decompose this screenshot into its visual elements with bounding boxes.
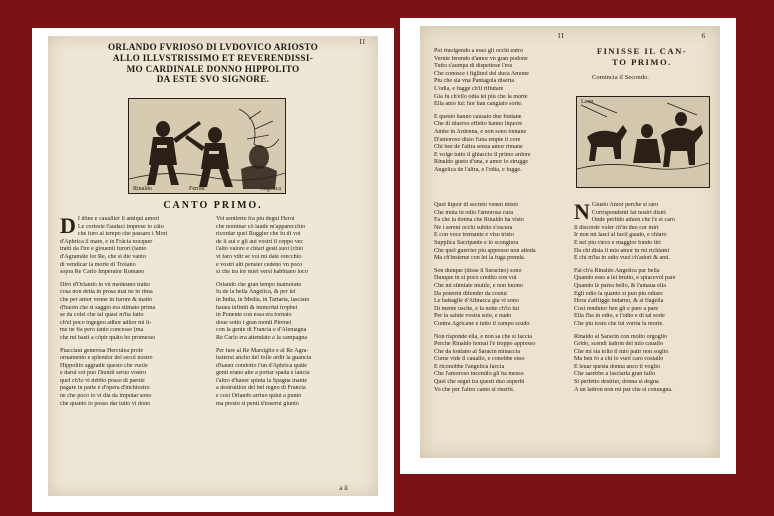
verse-line: l'alto valore e chiari gesti suoi (chio bbox=[216, 246, 304, 253]
verse-line: Corrispondenti fai nostri disiri bbox=[591, 209, 666, 216]
verse-line: Ambe in Ardenna, e non sono lontane bbox=[434, 128, 527, 135]
signature-mark: a ii bbox=[339, 484, 348, 492]
verse-line: Non risponde ella, e non sa che si faccia bbox=[434, 333, 532, 340]
woodcut-label-angelica: Angelica bbox=[259, 186, 281, 192]
verse-line: Poi riuolgendo a esso gli occhi entro bbox=[434, 48, 524, 54]
verse-line: doue sotto i gran monti Pirenei bbox=[216, 319, 292, 326]
verse-line: d'Aphrica il mare, e in Frācia nocquer bbox=[60, 238, 153, 245]
verse-line: Come vide il cauallo, e conobbe esso bbox=[434, 356, 525, 363]
right-top-text-column bbox=[434, 48, 566, 180]
verse-line: battersi ancho del folle ardir la guancia bbox=[216, 355, 312, 362]
page-number-left: II bbox=[558, 32, 565, 40]
verse-line: I dōne e cauallier li antiqui amori bbox=[77, 216, 160, 222]
verse-line: ricordar quel Ruggier che fu di voi bbox=[216, 231, 301, 238]
verse-line: che furo al tempo che passaro i Mori bbox=[77, 231, 168, 238]
verse-line: Onde perfido aduen che t'e si caro bbox=[591, 217, 675, 224]
verse-line: Vo che per l'altro canto si riserbi. bbox=[434, 386, 515, 393]
verse-line: Ma ch'insieme con lei la fuga prenda. bbox=[434, 255, 526, 262]
verse-line: Che mi sia tolto il mio patir non soglio bbox=[574, 348, 669, 355]
verse-line: Ma ben fo a chi lo vuol caro costallo bbox=[574, 356, 664, 363]
verse-line: Giusto Amor perche si raro bbox=[591, 202, 659, 208]
verse-line: Quel liquor di secreto venen misto bbox=[434, 202, 519, 208]
verse-line: sopra Re Carlo Imperator Romano bbox=[60, 269, 145, 276]
verse-line: Dunque in si poco credito con vui bbox=[434, 275, 517, 282]
stanza bbox=[434, 268, 566, 329]
verse-line: Ella l'ha in odio, e l'odio e di tal sorte bbox=[574, 313, 665, 320]
verse-line: Contra Agricane e tutto il campo scudo bbox=[434, 320, 530, 327]
verse-line: E leuar questa donna anco ti voglio bbox=[574, 363, 660, 370]
verse-line: Che muta in odio l'amorosa cura bbox=[434, 209, 514, 216]
verse-line: che nominar cō laude m'apparecchio bbox=[216, 223, 306, 230]
stanza bbox=[60, 282, 210, 343]
verse-line: tratti da l'ire e giouenil furori (tanto bbox=[60, 246, 147, 253]
verse-line: Ne i sereni occhi subito s'oscura bbox=[434, 224, 513, 231]
verse-line: Che sarebbe a lasciarla gran fallo bbox=[574, 371, 656, 378]
verse-line: Hora s'affligge indarno, & si flagella bbox=[574, 298, 664, 305]
stanza bbox=[216, 282, 368, 343]
verse-line: Voi sentirete fra piu degni Heroi bbox=[216, 216, 295, 222]
verse-line: Quando le parea bello, & l'amaua ella bbox=[574, 282, 666, 289]
verse-line: Orlando che gran tempo inamorato bbox=[216, 281, 302, 288]
woodcut-illustration-right bbox=[576, 96, 710, 188]
verse-line: Rinaldo al Saracin con molto orgoglio bbox=[574, 333, 668, 340]
woodcut-label-ferrau: Ferrau bbox=[189, 186, 205, 192]
verse-line: Si perfetto destrier, donna si degna bbox=[574, 379, 659, 386]
verse-line: Che di diuerso effetto hanno liquore bbox=[434, 121, 523, 128]
verse-line: e vostri alti pensier cedeno vn poco bbox=[216, 261, 303, 268]
verse-line: Il discorde voler ch'in duo cor miri bbox=[574, 224, 659, 231]
page-number-right: 6 bbox=[701, 32, 706, 40]
verse-line: di vendicar la morte di Troiano bbox=[60, 261, 136, 268]
stanza bbox=[434, 334, 566, 395]
verse-line: me ne fia pero tanto concesso (ma bbox=[60, 327, 144, 334]
stanza bbox=[434, 48, 566, 109]
verse-line: d'hauer condotto l'un d'Aphrica quāte bbox=[216, 362, 307, 369]
comincia-secondo-heading: Comincia il Secondo. bbox=[592, 74, 649, 81]
verse-line: Vernie ferendo d'amor vn gran podone bbox=[434, 55, 528, 62]
verse-line: a destruttion del bel regno di Francia bbox=[216, 385, 306, 392]
page-title: ORLANDO FVRIOSO DI LVDOVICO ARIOSTO ALLO ILLVSTRISSIMO ET REVERENDISSI- MO CARDINALE DONNO HIPPOLITO DA ESTE SVO SIGNORE. bbox=[107, 42, 319, 85]
verse-line: Dirò d'Orlando in vn medesmo tratto bbox=[60, 281, 150, 288]
verse-line: in Ponente con essa era tornato bbox=[216, 312, 292, 319]
page-number: II bbox=[359, 38, 366, 46]
verse-line: Fai ch'a Rinaldo Angelica par bella bbox=[574, 267, 660, 274]
verse-line: Che l'amoroso incendio gli ha messo bbox=[434, 371, 524, 378]
drop-capital: D bbox=[60, 216, 76, 238]
verse-line: che mi basti a cōpir quāto ho promesso bbox=[60, 334, 156, 341]
verse-line: Supplica Sacripante e lo scongiura bbox=[434, 239, 519, 246]
right-text-column-2 bbox=[574, 202, 712, 399]
verse-line: fu de la bella Angelica, & per lei bbox=[216, 289, 296, 296]
verse-line: si che tra lor miei versi habbiano loco bbox=[216, 269, 308, 276]
verse-line: ne che poco io vi dia da imputar sono bbox=[60, 393, 152, 400]
verse-line: cosa non detta in prosa mai ne in rima bbox=[60, 289, 153, 296]
verse-line: E volge tutto il ghiaccio il primo ardore bbox=[434, 151, 531, 158]
stanza bbox=[216, 348, 368, 409]
verse-line: e cosi Orlando arriuo quiui a punto bbox=[216, 393, 302, 400]
verse-line: Che piu tosto che lui vorria la morte. bbox=[574, 320, 664, 327]
stanza bbox=[574, 268, 712, 329]
woodcut-label-right: Leon bbox=[581, 99, 594, 105]
verse-line: che per amor venne in furore & matto bbox=[60, 296, 153, 303]
finisce-heading: FINISSE IL CAN- TO PRIMO. bbox=[596, 46, 688, 67]
woodcut-knights-image bbox=[129, 99, 285, 193]
woodcut-label-rinaldo: Rinaldo bbox=[133, 186, 152, 192]
verse-line: Ir non mi lasci al facil guado, e chiaro bbox=[574, 232, 667, 239]
verse-line: ma presto si penti d'esserui giunto bbox=[216, 400, 299, 407]
woodcut-horses-image bbox=[577, 97, 709, 187]
verse-line: con la gente di Francia e d'Alemagna bbox=[216, 327, 307, 334]
stanza bbox=[60, 348, 210, 409]
verse-line: Che da lontano al Saracin minaccia bbox=[434, 348, 521, 355]
verse-line: Angelica de l'altra, e l'odia, e fugge. bbox=[434, 166, 522, 173]
verse-line: Di mente uscite, e la notte ch'io fui bbox=[434, 305, 520, 312]
verse-line: Tutto s'aumpa di dispettose l'era bbox=[434, 63, 513, 70]
verse-line: Cosi rendutor ben gli e pare a pare bbox=[574, 305, 659, 312]
verse-line: Che quel guerrier piu appresso non atteda bbox=[434, 247, 536, 254]
verse-line: se da colei che tal quasi m'ha fatto bbox=[60, 312, 144, 319]
left-text-column-1 bbox=[60, 216, 210, 413]
verse-line: de li aui e gli aui vostri il ceppo vec bbox=[216, 238, 304, 245]
right-book-page bbox=[420, 26, 720, 458]
verse-line: E riconobbe l'angelica faccia bbox=[434, 363, 505, 370]
verse-line: Ella amo lui: hor han cangiato sorte. bbox=[434, 101, 523, 108]
verse-line: E chi m'ha in odio vuoi ch'adori & ami. bbox=[574, 255, 671, 262]
drop-capital: N bbox=[574, 202, 590, 224]
stanza bbox=[60, 216, 210, 277]
stanza bbox=[434, 114, 566, 175]
stanza bbox=[574, 202, 712, 263]
verse-line: Quando esso a lei brutto, e spiacevol pare bbox=[574, 275, 676, 282]
verse-line: genti erano atte a portar spada e lancia bbox=[216, 370, 310, 377]
verse-line: Da chi disia il mio amor tu mi richiami bbox=[574, 247, 670, 254]
verse-line: Perche Rinaldo homai l'e troppo appresso bbox=[434, 341, 536, 348]
verse-line: Per fare al Re Marsiglio e al Re Agra- bbox=[216, 347, 309, 354]
verse-line: Piu che sia vna Pantagola diserta bbox=[434, 78, 515, 85]
stanza bbox=[434, 202, 566, 263]
verse-line: hauea infiniti & immortal trophei bbox=[216, 304, 298, 311]
verse-line: Son dunque (disse il Saracino) sono bbox=[434, 267, 522, 274]
verse-line: e darui sol puo l'humil seruo vostro bbox=[60, 370, 147, 377]
verse-line: E nel piu cieco e maggior fondo tiri bbox=[574, 239, 661, 246]
verse-line: Fa che la donna che Rinaldo ha visto bbox=[434, 217, 524, 224]
verse-line: Le cortesie l'audaci imprese io cāto bbox=[77, 223, 164, 230]
verse-line: ch'el poco ingegno adhor adhor mi li- bbox=[60, 319, 152, 326]
verse-line: ornamento e splendor del secol nostro bbox=[60, 355, 153, 362]
verse-line: Hippolito aggradir questo che vuole bbox=[60, 362, 148, 369]
verse-line: Le battaglie d'Albracca gia vi sono bbox=[434, 298, 519, 305]
left-text-column-2 bbox=[216, 216, 368, 413]
verse-line: Rinaldo gusto d'una, e amor lo strugge bbox=[434, 159, 529, 166]
verse-line: quel ch'io vi debbo posso di parole bbox=[60, 377, 145, 384]
right-text-column-1 bbox=[434, 202, 566, 399]
verse-line: E questo hanno causato due fontane bbox=[434, 113, 522, 120]
verse-line: L'odia, e fugge ch'il rifiutare bbox=[434, 85, 504, 92]
verse-line: vi faro vdir se voi mi date orecchio bbox=[216, 253, 302, 260]
stanza bbox=[216, 216, 368, 277]
verse-line: d'huom che si saggio era stimato prima bbox=[60, 304, 156, 311]
stanza bbox=[574, 334, 712, 395]
verse-line: Chi bee de l'altra senza amor rimane bbox=[434, 144, 523, 151]
canto-heading: CANTO PRIMO. bbox=[163, 200, 263, 211]
verse-line: in India, in Media, in Tartaria, lasciato bbox=[216, 296, 310, 303]
verse-line: Per la salute vostra solo, e nudo bbox=[434, 313, 512, 320]
verse-line: Quel che segui tra questi duo superbi bbox=[434, 379, 525, 386]
verse-line: Gia fu ch'ello odia lei piu che la morte bbox=[434, 93, 528, 100]
verse-line: D'amoroso disio l'una empie il core bbox=[434, 136, 521, 143]
verse-line: d'Agramāte lor Re, che si die vanto bbox=[60, 253, 146, 260]
verse-line: Da potermi difender da costui bbox=[434, 290, 507, 297]
left-book-page bbox=[48, 36, 378, 496]
woodcut-illustration bbox=[128, 98, 286, 194]
verse-line: Re Carlo era attendato a la campagna bbox=[216, 334, 308, 341]
verse-line: che quanto io posso dar tutto vi dono bbox=[60, 400, 151, 407]
verse-line: Egli odio la quanto si puo piu odiare bbox=[574, 290, 663, 297]
verse-line: E con voce tremante e viso tristo bbox=[434, 232, 514, 239]
verse-line: l'altro d'hauer spinta la Spagna inante bbox=[216, 377, 308, 384]
verse-line: A un ladron non mi par che si conuegna. bbox=[574, 386, 673, 393]
verse-line: Che mi stimiate inutile, e non buono bbox=[434, 282, 523, 289]
verse-line: Che conosce i figliuol del duca Amone bbox=[434, 70, 529, 77]
verse-line: Grido, scendi ladron del mio cauallo bbox=[574, 341, 664, 348]
verse-line: Piacciaui generosa Herculea prole bbox=[60, 347, 144, 354]
verse-line: pagare in parte e d'opera d'inchiostro bbox=[60, 385, 150, 392]
